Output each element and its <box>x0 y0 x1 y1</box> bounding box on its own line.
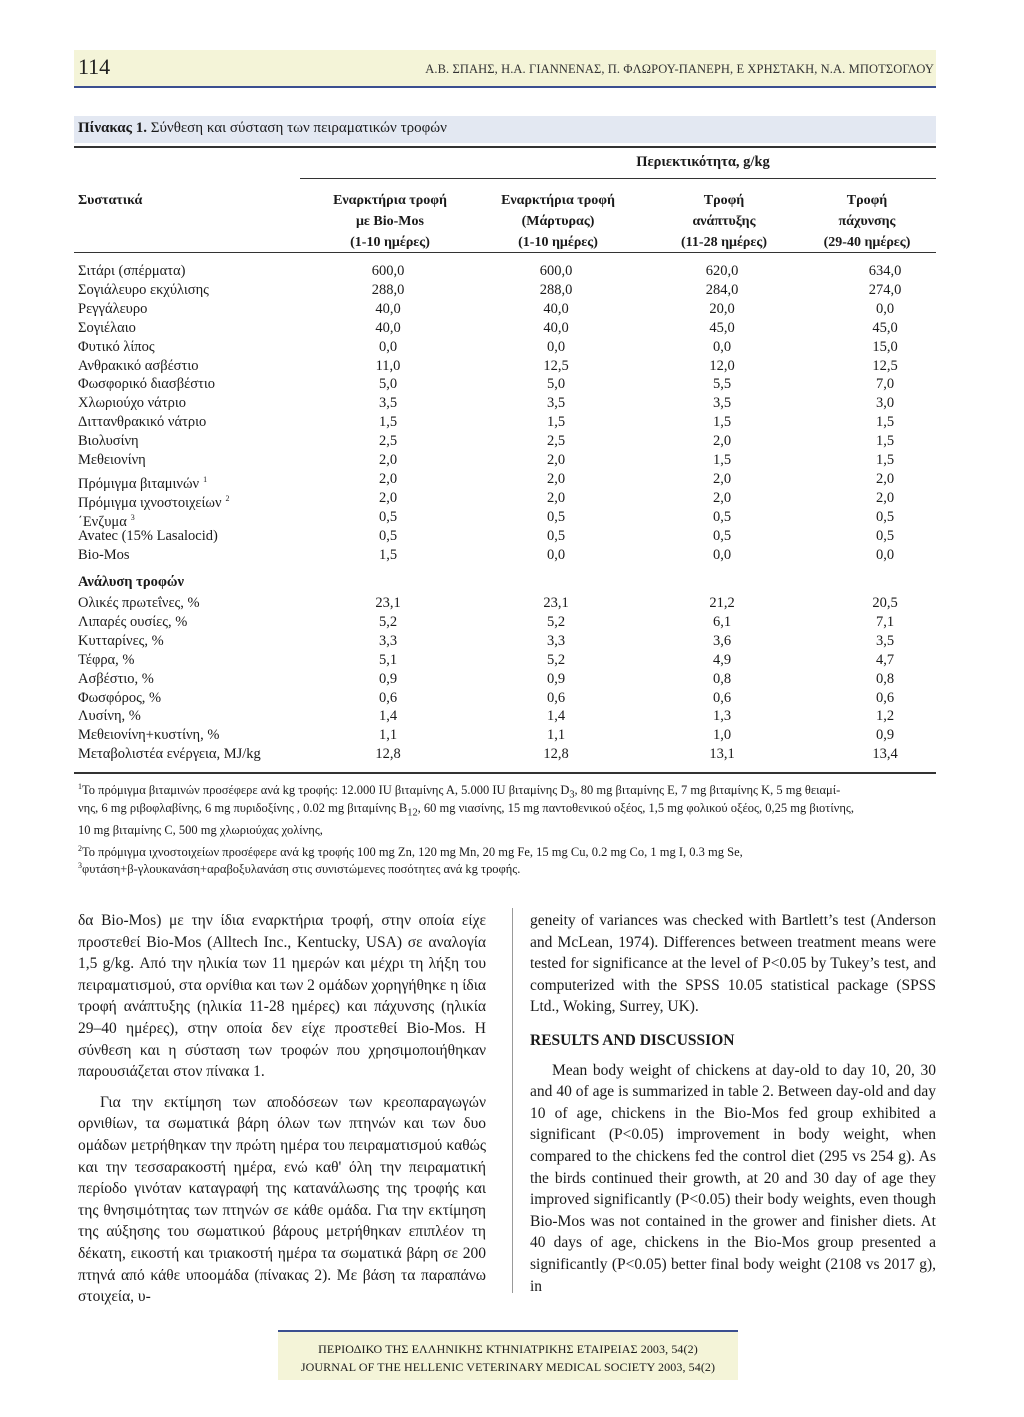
footnote-3-text: φυτάση+β-γλουκανάση+αραβοξυλανάση στις συνιστώμενες ποσότητες ανά kg τροφής. <box>82 862 521 877</box>
row-label-text: Κυτταρίνες, % <box>78 632 164 649</box>
cell-col-1: 1,1 <box>378 727 398 744</box>
column-header-2-line1: Εναρκτήρια τροφή <box>501 193 615 208</box>
cell-col-3: 1,0 <box>712 727 732 744</box>
cell-col-2: 40,0 <box>543 300 569 317</box>
cell-col-2: 2,0 <box>546 489 566 506</box>
cell-col-4: 4,7 <box>875 651 895 668</box>
cell-col-3: 6,1 <box>712 613 732 630</box>
cell-col-1: 288,0 <box>371 281 405 298</box>
cell-col-1: 5,1 <box>378 651 398 668</box>
table-top-rule <box>74 146 936 148</box>
cell-col-4: 1,5 <box>875 414 895 431</box>
column-header-4-line2: πάχυνσης <box>838 214 896 229</box>
body-left-paragraph-2: Για την εκτίμηση των αποδόσεων των κρεοπαραγωγών ορνιθίων, τα σωματικά βάρη όλων των πτηνών και των δυο ομάδων μετρήθηκαν την πρώτη ημέρα του πειραματισμού καθώς και την τεσσαρακοστή ημέρα, ενώ καθ' όλη την πειραματική περίοδο γινόταν καταγραφή της κατανάλωσης της τροφής και της θνησιμότητας των πτηνών σε κάθε ομάδα. Για την εκτίμηση της αύξησης του σωματικού βάρους μετρήθηκαν επιπλέον τη δέκατη, εικοστή και τριακοστή ημέρα τα σωματικά βάρη σε 200 πτηνά από κάθε υποομάδα (πίνακας 2). Με βάση τα παραπάνω στοιχεία, υ- <box>78 1093 486 1306</box>
cell-col-4: 7,0 <box>875 376 895 393</box>
row-footnote-marker: 3 <box>130 512 135 522</box>
cell-col-2: 0,0 <box>546 338 566 355</box>
table-header-rule <box>74 252 936 253</box>
row-label <box>78 262 185 281</box>
cell-col-4: 13,4 <box>872 746 898 763</box>
cell-col-4: 3,5 <box>875 632 895 649</box>
row-footnote-marker: 1 <box>203 474 208 484</box>
row-label <box>78 527 218 546</box>
cell-col-3: 620,0 <box>705 263 739 279</box>
cell-col-1: 2,5 <box>378 433 398 450</box>
table-caption <box>78 120 447 137</box>
cell-col-4: 2,0 <box>875 470 895 487</box>
cell-col-4: 634,0 <box>868 263 902 279</box>
row-label <box>78 281 209 300</box>
cell-col-4: 7,1 <box>875 613 895 630</box>
footnote-1-text-b: , 80 mg βιταμίνης Ε, 7 mg βιταμίνης Κ, 5 mg θειαμί- <box>574 783 841 798</box>
footer-journal-greek: ΠΕΡΙΟΔΙΚΟ ΤΗΣ ΕΛΛΗΝΙΚΗΣ ΚΤΗΝΙΑΤΡΙΚΗΣ ΕΤΑΙΡΕΙΑΣ 2003, 54(2) <box>318 1342 698 1356</box>
row-label <box>78 651 134 670</box>
table-group-header: Περιεκτικότητα, g/kg <box>636 154 770 170</box>
cell-col-3: 4,9 <box>712 651 732 668</box>
cell-col-2: 40,0 <box>543 319 569 336</box>
cell-col-1: 12,8 <box>375 746 401 763</box>
cell-col-2: 600,0 <box>539 263 573 279</box>
row-label-text: Διττανθρακικό νάτριο <box>78 414 207 431</box>
row-label-text: Ασβέστιο, % <box>78 670 154 687</box>
cell-col-3: 2,0 <box>712 489 732 506</box>
row-label <box>78 670 154 689</box>
row-label <box>78 745 261 764</box>
cell-col-3: 284,0 <box>705 281 739 298</box>
cell-col-4: 0,6 <box>875 689 895 706</box>
row-label-text: Βιολυσίνη <box>78 433 139 450</box>
row-label <box>78 726 219 745</box>
cell-col-1: 2,0 <box>378 489 398 506</box>
cell-col-3: 0,5 <box>712 527 732 544</box>
row-label <box>78 375 215 394</box>
row-label <box>78 413 206 432</box>
cell-col-4: 0,9 <box>875 727 895 744</box>
footer-journal-english: JOURNAL OF THE HELLENIC VETERINARY MEDICAL SOCIETY 2003, 54(2) <box>300 1360 716 1374</box>
row-label <box>78 613 187 632</box>
cell-col-2: 5,0 <box>546 376 566 393</box>
cell-col-3: 3,6 <box>712 632 732 649</box>
body-right-column <box>530 910 936 1306</box>
column-header-4 <box>787 190 947 253</box>
cell-col-3: 2,0 <box>712 470 732 487</box>
row-label <box>78 394 186 413</box>
footnote-1-text-a: Το πρόμιγμα βιταμινών προσέφερε ανά kg τροφής: 12.000 IU βιταμίνης Α, 5.000 IU βιταμίνης D <box>82 783 570 798</box>
column-header-3 <box>644 190 804 253</box>
cell-col-1: 23,1 <box>375 595 401 611</box>
cell-col-3: 1,5 <box>712 452 732 468</box>
cell-col-1: 5,0 <box>378 376 398 393</box>
row-label-text: Bio-Mos <box>78 546 130 563</box>
row-label-text: Ολικές πρωτεΐνες, % <box>78 595 200 611</box>
cell-col-2: 0,6 <box>546 689 566 706</box>
footnote-1-sub-12: 12 <box>407 807 418 819</box>
row-label-text: Σογιάλευρο εκχύλισης <box>78 281 209 298</box>
column-header-1-line2: με Bio-Mos <box>356 214 424 229</box>
cell-col-1: 1,5 <box>378 546 398 563</box>
cell-col-2: 12,8 <box>543 746 569 763</box>
cell-col-4: 0,8 <box>875 670 895 687</box>
cell-col-3: 45,0 <box>709 319 735 336</box>
column-header-3-line1: Τροφή <box>703 193 745 208</box>
row-label <box>78 319 136 338</box>
column-header-4-line3: (29-40 ημέρες) <box>823 235 911 250</box>
cell-col-2: 0,5 <box>546 527 566 544</box>
cell-col-4: 1,5 <box>875 452 895 468</box>
cell-col-3: 0,8 <box>712 670 732 687</box>
header-rule <box>74 86 936 88</box>
row-label-text: Σιτάρι (σπέρματα) <box>78 263 186 279</box>
cell-col-2: 2,5 <box>546 433 566 450</box>
table-caption-label: Πίνακας 1. <box>78 120 147 136</box>
cell-col-2: 1,4 <box>546 708 566 725</box>
cell-col-4: 12,5 <box>872 357 898 374</box>
row-label <box>78 432 139 451</box>
column-divider <box>512 908 513 1293</box>
table-group-rule <box>300 178 936 179</box>
cell-col-2: 2,0 <box>546 452 566 468</box>
row-label <box>78 451 146 470</box>
cell-col-2: 23,1 <box>543 595 569 611</box>
row-label <box>78 546 130 565</box>
cell-col-1: 3,5 <box>378 395 398 412</box>
column-header-2-line2: (Μάρτυρας) <box>521 214 595 229</box>
row-label-text: Μεταβολιστέα ενέργεια, MJ/kg <box>78 746 261 763</box>
cell-col-3: 20,0 <box>709 300 735 317</box>
column-header-2 <box>478 190 638 253</box>
row-label-text: Ανθρακικό ασβέστιο <box>78 357 199 374</box>
row-label-text: Χλωριούχο νάτριο <box>78 395 186 412</box>
cell-col-1: 0,0 <box>378 338 398 355</box>
cell-col-1: 0,6 <box>378 689 398 706</box>
cell-col-3: 2,0 <box>712 433 732 450</box>
analysis-section-label: Ανάλυση τροφών <box>78 574 184 590</box>
cell-col-4: 15,0 <box>872 338 898 355</box>
row-label-text: Avatec (15% Lasalocid) <box>78 527 218 544</box>
table-bottom-rule <box>74 772 936 774</box>
cell-col-4: 0,0 <box>875 300 895 317</box>
cell-col-3: 1,3 <box>712 708 732 725</box>
cell-col-1: 3,3 <box>378 632 398 649</box>
cell-col-2: 288,0 <box>539 281 573 298</box>
row-label <box>78 300 147 319</box>
row-label <box>78 632 164 651</box>
row-label-text: Λυσίνη, % <box>78 708 141 725</box>
cell-col-3: 13,1 <box>709 746 735 763</box>
row-label-text: Μεθειονίνη <box>78 452 146 468</box>
row-label <box>78 338 155 357</box>
cell-col-4: 0,5 <box>875 508 895 525</box>
cell-col-2: 12,5 <box>543 357 569 374</box>
row-label <box>78 689 161 708</box>
results-heading: RESULTS AND DISCUSSION <box>530 1031 735 1049</box>
cell-col-3: 0,6 <box>712 689 732 706</box>
row-label-text: Φωσφόρος, % <box>78 689 162 706</box>
cell-col-4: 45,0 <box>872 319 898 336</box>
cell-col-4: 2,0 <box>875 489 895 506</box>
body-left-paragraph-1: δα Bio-Mos) με την ίδια εναρκτήρια τροφή, στην οποία είχε προστεθεί Bio-Mos (Alltech Inc., Kentucky, USA) σε αναλογία 1,5 g/kg. Από την ηλικία των 11 ημερών και μέχρι τη λήξη του πειραματισμού, στα ορνίθια και των 2 ομάδων χορηγήθηκε η ίδια τροφή ανάπτυξης (ηλικία 11-28 ημέρες) και πάχυνσης (ηλικία 29–40 ημέρες), στην οποία δεν είχε προστεθεί Bio-Mos. Η σύνθεση και η σύσταση των τροφών που χρησιμοποιήθηκαν παρουσιάζεται στον πίνακα 1. <box>78 912 486 1081</box>
cell-col-1: 1,5 <box>378 414 398 431</box>
footnote-1-sub-3: 3 <box>569 789 575 801</box>
cell-col-1: 2,0 <box>378 452 398 468</box>
cell-col-3: 3,5 <box>712 395 732 412</box>
row-label <box>78 594 200 613</box>
cell-col-2: 0,5 <box>546 508 566 525</box>
body-left-column <box>78 910 486 1317</box>
row-label-text: ΄Ενζυμα <box>78 513 127 530</box>
cell-col-1: 0,9 <box>378 670 398 687</box>
footnote-3-marker: 3 <box>78 861 82 870</box>
body-right-paragraph-1: geneity of variances was checked with Bartlett’s test (Anderson and McLean, 1974). Differences between treatment means were tested for significance at the level of P<0.05 by Tukey’s test, and computerized with the SPSS 10.05 statistical package (SPSS Ltd., Woking, Surrey, UK). <box>530 912 936 1016</box>
cell-col-4: 20,5 <box>872 595 898 611</box>
footnote-1-end: 10 mg βιταμίνης C, 500 mg χλωριούχας χολίνης, <box>78 823 323 837</box>
cell-col-4: 0,0 <box>875 546 895 563</box>
cell-col-2: 0,0 <box>546 546 566 563</box>
footnote-2-marker: 2 <box>78 844 82 853</box>
cell-col-2: 1,5 <box>546 414 566 431</box>
row-label-text: Πρόμιγμα βιταμινών <box>78 475 200 492</box>
cell-col-1: 1,4 <box>378 708 398 725</box>
cell-col-1: 40,0 <box>375 319 401 336</box>
running-head-authors: Α.Β. ΣΠΑΗΣ, Η.Α. ΓΙΑΝΝΕΝΑΣ, Π. ΦΛΩΡΟΥ-ΠΑΝΕΡΗ, Ε ΧΡΗΣΤΑΚΗ, Ν.Α. ΜΠΟΤΣΟΓΛΟΥ <box>425 62 934 76</box>
column-header-1-line1: Εναρκτήρια τροφή <box>333 193 447 208</box>
cell-col-1: 5,2 <box>378 613 398 630</box>
footnote-1-text-d: , 60 mg νιασίνης, 15 mg παντοθενικού οξέος, 1,5 mg φολικού οξέος, 0,25 mg βιοτίνης, <box>417 801 854 815</box>
cell-col-1: 40,0 <box>375 300 401 317</box>
cell-col-4: 1,5 <box>875 433 895 450</box>
row-label-text: Πρόμιγμα ιχνοστοιχείων <box>78 494 222 511</box>
footnote-1-marker: 1 <box>78 782 82 791</box>
column-header-4-line1: Τροφή <box>846 193 888 208</box>
column-header-1 <box>310 190 470 253</box>
cell-col-1: 0,5 <box>378 508 398 525</box>
cell-col-1: 0,5 <box>378 527 398 544</box>
row-label-text: Φωσφορικό διασβέστιο <box>78 376 215 393</box>
cell-col-2: 2,0 <box>546 470 566 487</box>
row-label-text: Ρεγγάλευρο <box>78 300 148 317</box>
row-label-text: Λιπαρές ουσίες, % <box>78 613 188 630</box>
column-header-1-line3: (1-10 ημέρες) <box>350 235 430 250</box>
footnote-2-text: Το πρόμιγμα ιχνοστοιχείων προσέφερε ανά kg τροφής 100 mg Zn, 120 mg Mn, 20 mg Fe, 15 mg Cu, 0.2 mg Co, 1 mg I, 0.3 mg Se, <box>82 845 743 860</box>
row-label-text: Σογιέλαιο <box>78 319 136 336</box>
cell-col-2: 5,2 <box>546 651 566 668</box>
body-right-paragraph-2: Mean body weight of chickens at day-old to day 10, 20, 30 and 40 of age is summarized in table 2. Between day-old and day 10 of age, chickens in the Bio-Mos fed group exhibited a significant (P<0.05) improvement in body weight, when compared to the chickens fed the control diet (295 vs 254 g). As the birds continued their growth, at 20 and 30 day of age they improved significantly (P<0.05) their body weights, even though Bio-Mos was not contained in the grower and finisher diets. At 40 days of age, chickens in the Bio-Mos group presented a significantly (P<0.05) better final body weight (2108 vs 2017 g), in <box>530 1061 936 1295</box>
cell-col-4: 1,2 <box>875 708 895 725</box>
row-label <box>78 357 198 376</box>
row-label-text: Μεθειονίνη+κυστίνη, % <box>78 727 220 744</box>
cell-col-3: 0,5 <box>712 508 732 525</box>
cell-col-3: 5,5 <box>712 376 732 393</box>
cell-col-3: 1,5 <box>712 414 732 431</box>
cell-col-3: 0,0 <box>712 338 732 355</box>
cell-col-2: 5,2 <box>546 613 566 630</box>
cell-col-2: 3,5 <box>546 395 566 412</box>
cell-col-2: 1,1 <box>546 727 566 744</box>
table-caption-text: Σύνθεση και σύσταση των πειραματικών τροφών <box>150 120 447 136</box>
footnote-3 <box>78 857 938 878</box>
footnote-1-cont <box>78 800 938 822</box>
column-header-3-line3: (11-28 ημέρες) <box>681 235 767 250</box>
cell-col-3: 12,0 <box>709 357 735 374</box>
cell-col-3: 0,0 <box>712 546 732 563</box>
cell-col-1: 2,0 <box>378 470 398 487</box>
column-header-3-line2: ανάπτυξης <box>692 214 756 229</box>
page-number: 114 <box>78 54 111 79</box>
column-header-2-line3: (1-10 ημέρες) <box>518 235 598 250</box>
cell-col-4: 3,0 <box>875 395 895 412</box>
footnote-1-text-c: νης, 6 mg ριβοφλαβίνης, 6 mg πυριδοξίνης , 0.02 mg βιταμίνης Β <box>78 801 408 815</box>
row-footnote-marker: 2 <box>225 493 230 503</box>
cell-col-3: 21,2 <box>709 595 735 611</box>
row-label-text: Τέφρα, % <box>78 651 135 668</box>
cell-col-1: 600,0 <box>371 263 405 279</box>
cell-col-4: 274,0 <box>868 281 902 298</box>
cell-col-4: 0,5 <box>875 527 895 544</box>
row-label <box>78 707 141 726</box>
cell-col-1: 11,0 <box>375 357 401 374</box>
ingredient-column-header: Συστατικά <box>78 193 143 208</box>
cell-col-2: 0,9 <box>546 670 566 687</box>
row-label-text: Φυτικό λίπος <box>78 338 155 355</box>
cell-col-2: 3,3 <box>546 632 566 649</box>
